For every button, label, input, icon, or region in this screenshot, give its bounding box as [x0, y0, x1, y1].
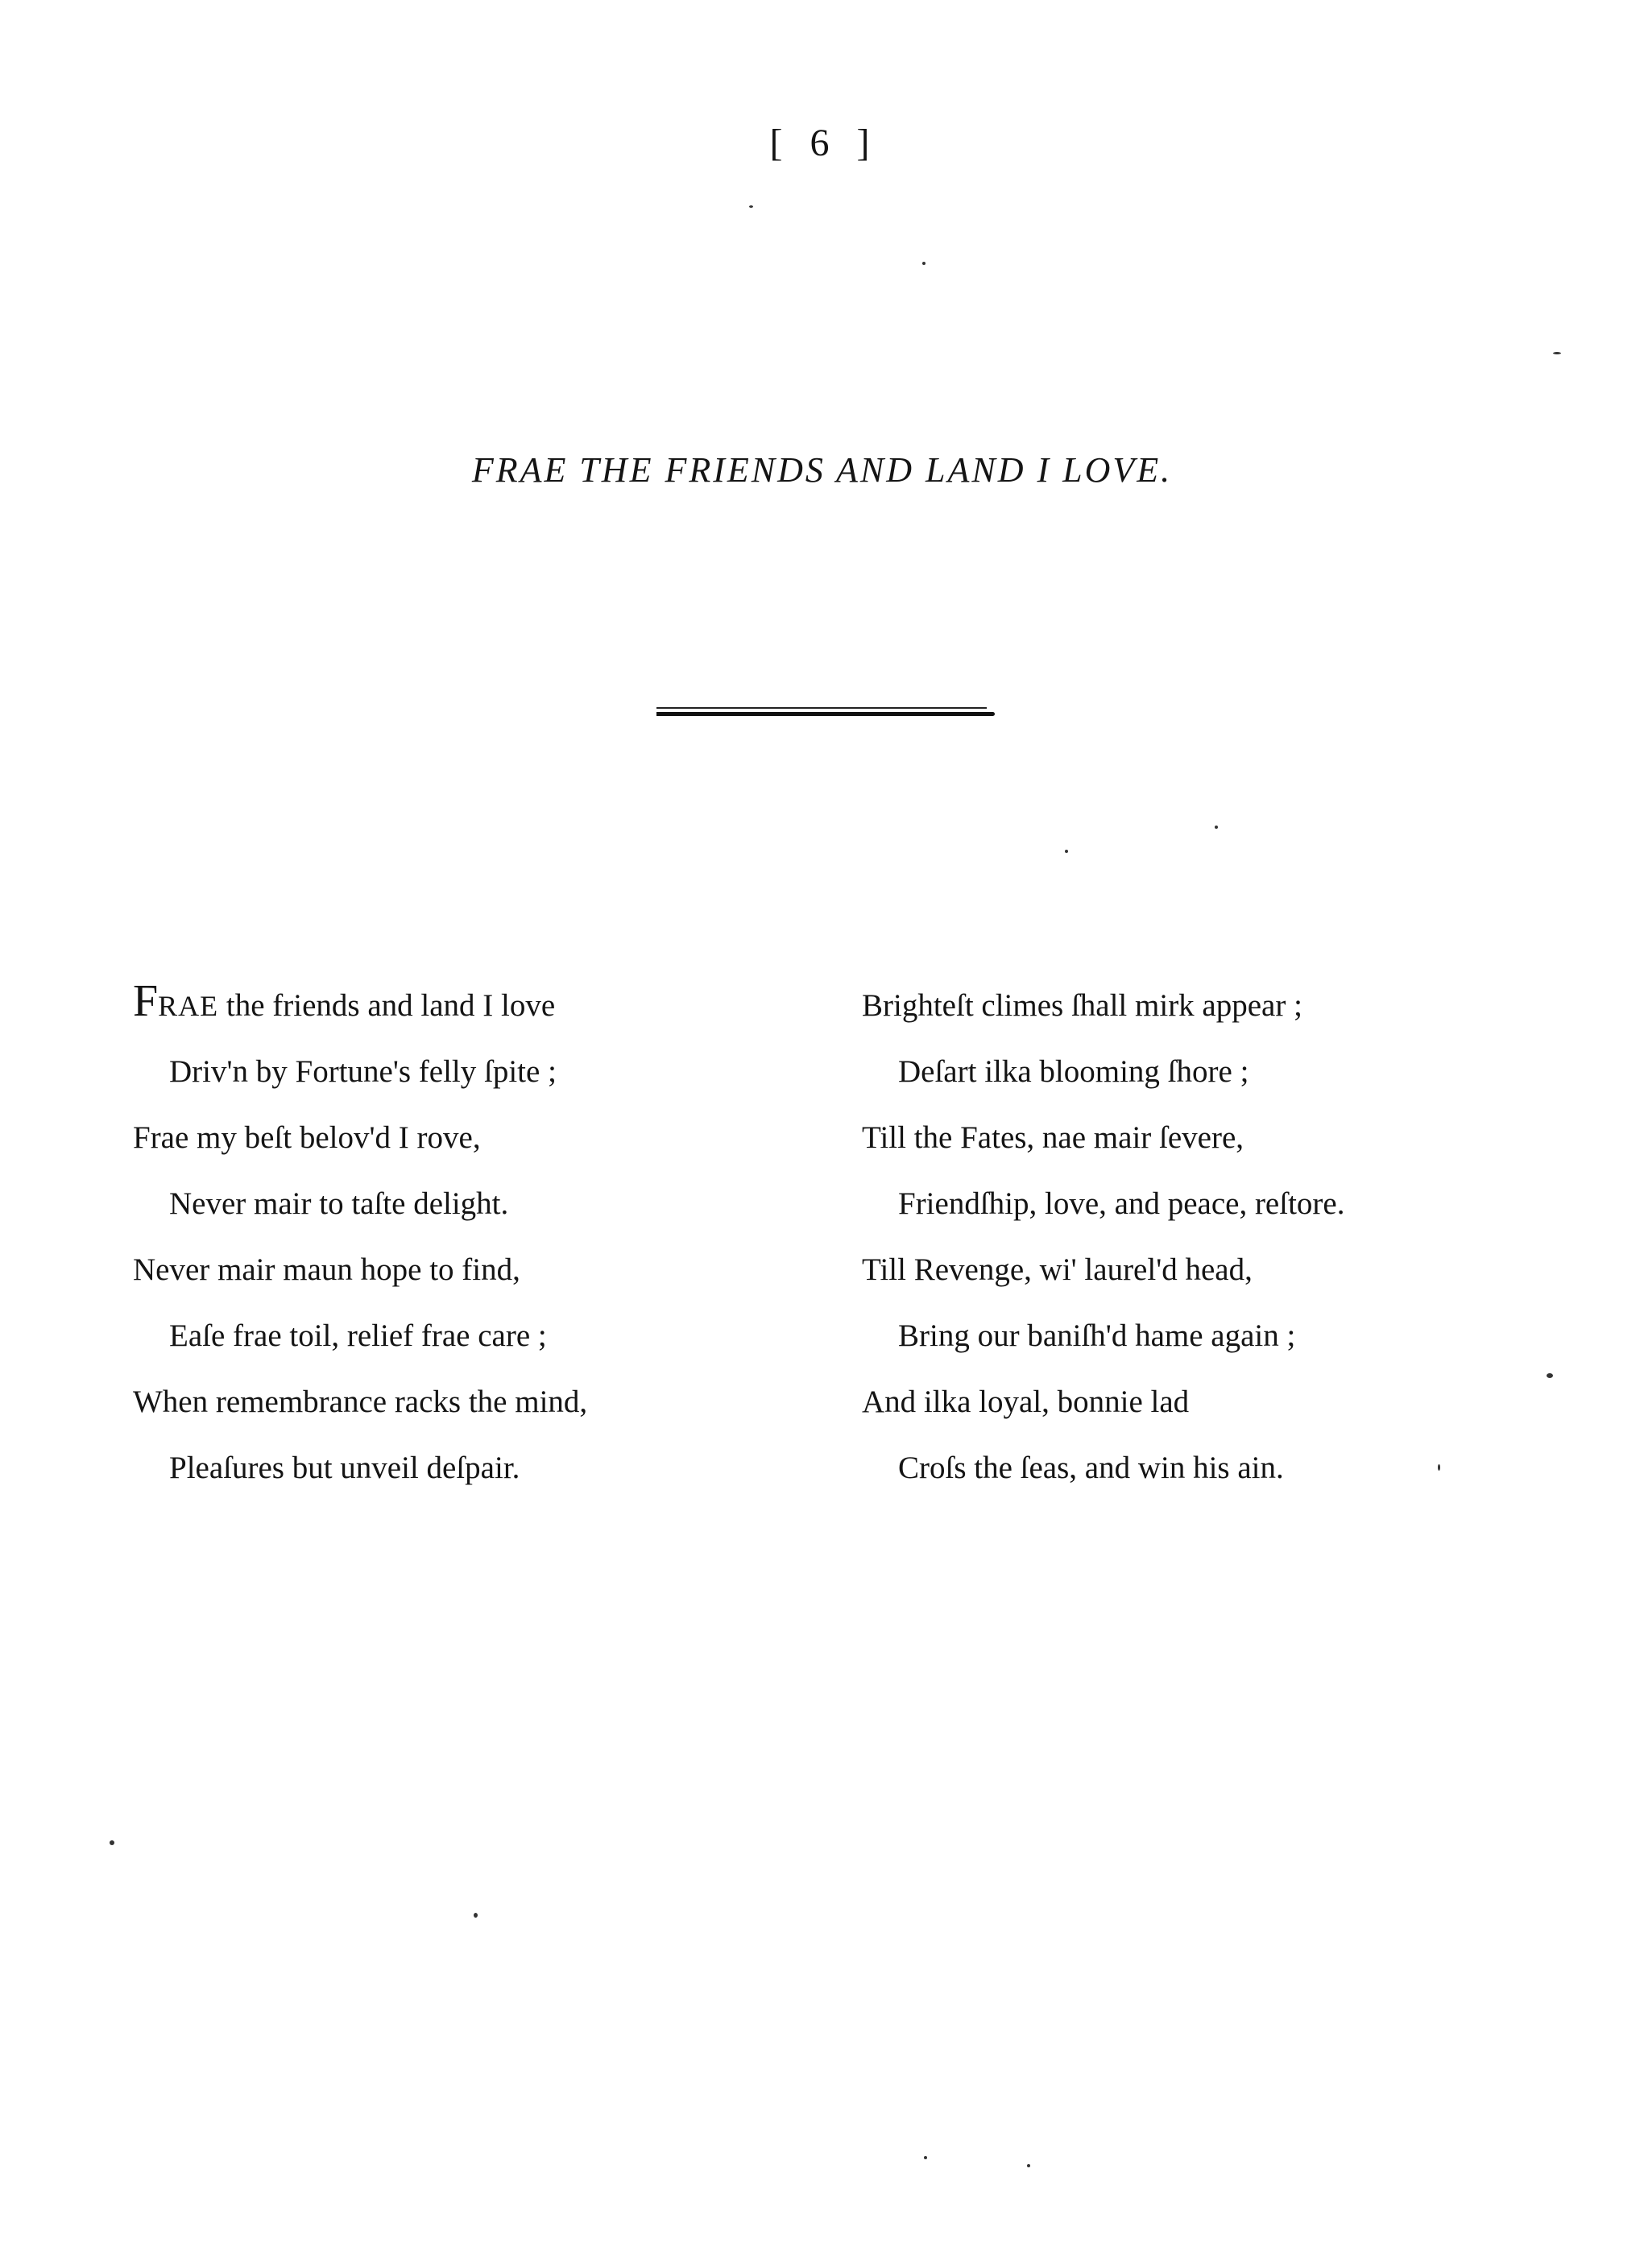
page-header — [0, 121, 1644, 165]
scan-speck — [1438, 1464, 1440, 1471]
verse-line-2: Driv'n by Fortune's felly ſpite ; — [169, 1054, 557, 1089]
page-number-close-bracket: ] — [856, 122, 875, 164]
scan-speck — [922, 262, 926, 265]
scan-speck — [110, 1840, 114, 1845]
poem-right-column — [862, 973, 1587, 1501]
verse-line-16: Croſs the ſeas, and win his ain. — [898, 1451, 1284, 1485]
song-title: FRAE THE FRIENDS AND LAND I LOVE. — [471, 450, 1173, 490]
verse-line-6: Eaſe frae toil, relief frae care ; — [169, 1318, 547, 1353]
first-line-small-caps: RAE — [158, 990, 219, 1022]
scan-speck — [1027, 2164, 1030, 2167]
drop-cap: F — [133, 976, 159, 1026]
page-number: 6 — [810, 122, 834, 164]
verse-line-8: Pleaſures but unveil deſpair. — [169, 1451, 520, 1485]
rule-thick-line — [656, 712, 995, 716]
verse-line-9: Brighteſt climes ſhall mirk appear ; — [862, 988, 1302, 1023]
poem-left-column — [133, 973, 818, 1501]
scan-speck — [1553, 352, 1561, 354]
verse-line-12: Friendſhip, love, and peace, reſtore. — [898, 1186, 1345, 1221]
page-number-open-bracket: [ — [769, 122, 788, 164]
verse-line-7: When remembrance racks the mind, — [133, 1384, 588, 1419]
verse-line-1 — [133, 973, 818, 1039]
scan-speck — [1547, 1373, 1553, 1378]
first-line-rest: the friends and land I love — [218, 988, 556, 1023]
scan-speck — [1065, 850, 1068, 853]
scan-speck — [749, 205, 753, 208]
verse-line-11: Till the Fates, nae mair ſevere, — [862, 1120, 1244, 1155]
verse-line-4: Never mair to taſte delight. — [169, 1186, 509, 1221]
verse-line-15: And ilka loyal, bonnie lad — [862, 1384, 1190, 1419]
verse-line-14: Bring our baniſh'd hame again ; — [898, 1318, 1296, 1353]
verse-line-13: Till Revenge, wi' laurel'd head, — [862, 1252, 1253, 1287]
verse-line-5: Never mair maun hope to find, — [133, 1252, 520, 1287]
scan-speck — [1215, 826, 1218, 829]
decorative-rule — [656, 707, 995, 718]
rule-thin-line — [656, 707, 987, 709]
verse-line-10: Deſart ilka blooming ſhore ; — [898, 1054, 1249, 1089]
verse-line-3: Frae my beſt belov'd I rove, — [133, 1120, 481, 1155]
scan-speck — [924, 2156, 927, 2159]
scan-speck — [474, 1913, 478, 1918]
